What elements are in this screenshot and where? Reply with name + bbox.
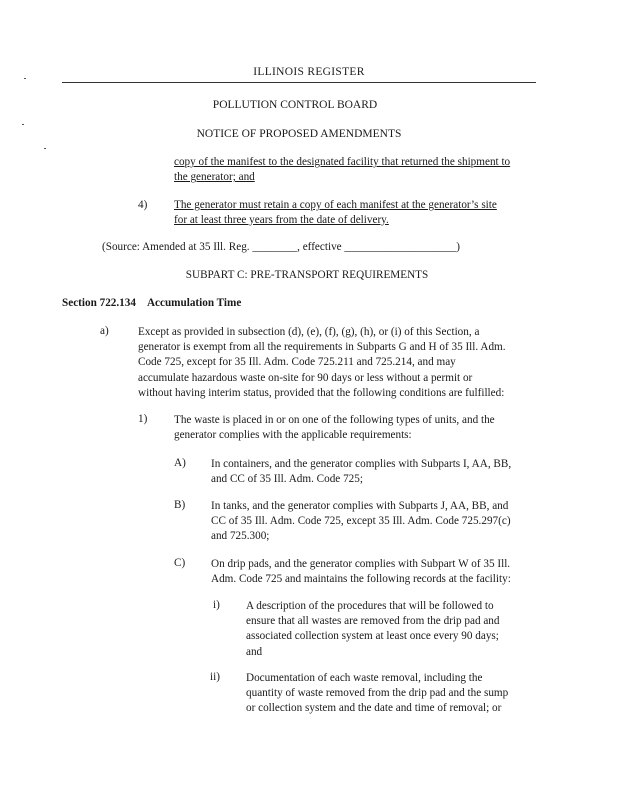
para-i-text — [246, 599, 500, 660]
notice-title: NOTICE OF PROPOSED AMENDMENTS — [196, 128, 402, 140]
para-ii-text — [246, 671, 508, 717]
para-1-line: The waste is placed in or on one of the following types of units, and the — [174, 414, 495, 426]
para-a-line: without having interim status, provided that the following conditions are fulfilled: — [138, 386, 505, 399]
subpart-heading: SUBPART C: PRE-TRANSPORT REQUIREMENTS — [185, 269, 429, 281]
para-B-line: In tanks, and the generator complies with Subparts J, AA, BB, and — [211, 500, 509, 512]
continued-line-1: copy of the manifest to the designated facility that returned the shipment to — [174, 156, 511, 168]
para-C-line: Adm. Code 725 and maintains the following records at the facility: — [211, 573, 511, 586]
scan-speck — [24, 78, 26, 79]
para-a-line: accumulate hazardous waste on-site for 90 days or less without a permit or — [138, 371, 473, 384]
scan-speck — [44, 148, 46, 149]
item-4-line-1: The generator must retain a copy of each manifest at the generator’s site — [174, 199, 497, 211]
section-heading — [62, 297, 241, 309]
para-a-label: a) — [100, 325, 109, 337]
para-B-line: and 725.300; — [211, 530, 270, 543]
source-note: (Source: Amended at 35 Ill. Reg. ________, effective ____________________) — [102, 241, 461, 253]
para-ii-line: or collection system and the date and time of removal; or — [246, 702, 502, 715]
para-ii-label: ii) — [210, 671, 220, 683]
para-B-line: CC of 35 Ill. Adm. Code 725, except 35 Ill. Adm. Code 725.297(c) — [211, 515, 511, 528]
para-1-line: generator complies with the applicable requirements: — [174, 429, 412, 442]
para-i-line: associated collection system at least once every 90 days; — [246, 630, 499, 643]
section-title: Accumulation Time — [146, 297, 242, 309]
continued-line-2: the generator; and — [174, 171, 255, 183]
section-number: Section 722.134 — [62, 297, 136, 309]
para-C-text — [211, 557, 511, 587]
para-i-line: ensure that all wastes are removed from the drip pad and — [246, 615, 500, 628]
header-rule — [62, 82, 536, 83]
para-C-line: On drip pads, and the generator complies with Subpart W of 35 Ill. — [211, 558, 511, 570]
scan-speck — [22, 124, 24, 125]
para-A-text — [211, 457, 511, 487]
para-ii-line: quantity of waste removed from the drip pad and the sump — [246, 687, 509, 700]
para-a-line: generator is exempt from all the requirements in Subparts G and H of 35 Ill. Adm. — [138, 341, 506, 354]
para-a-line: Except as provided in subsection (d), (e), (f), (g), (h), or (i) of this Section, a — [138, 326, 480, 338]
para-a-line: Code 725, except for 35 Ill. Adm. Code 725.211 and 725.214, and may — [138, 356, 456, 369]
para-i-line: and — [246, 645, 263, 658]
para-a-text — [138, 325, 506, 401]
para-A-line: and CC of 35 Ill. Adm. Code 725; — [211, 473, 363, 486]
board-title: POLLUTION CONTROL BOARD — [212, 99, 378, 111]
para-i-line: A description of the procedures that will be followed to — [246, 600, 494, 612]
para-1-text — [174, 413, 495, 443]
para-B-text — [211, 499, 511, 545]
para-i-label: i) — [213, 599, 220, 611]
para-A-label: A) — [174, 457, 186, 469]
para-A-line: In containers, and the generator complies with Subparts I, AA, BB, — [211, 458, 512, 470]
item-4-line-2: for at least three years from the date of delivery. — [174, 214, 389, 226]
para-1-label: 1) — [138, 413, 148, 425]
para-C-label: C) — [174, 557, 186, 569]
register-title: ILLINOIS REGISTER — [253, 66, 365, 78]
para-B-label: B) — [174, 499, 186, 511]
para-ii-line: Documentation of each waste removal, including the — [246, 672, 483, 684]
item-4-label: 4) — [138, 199, 148, 211]
